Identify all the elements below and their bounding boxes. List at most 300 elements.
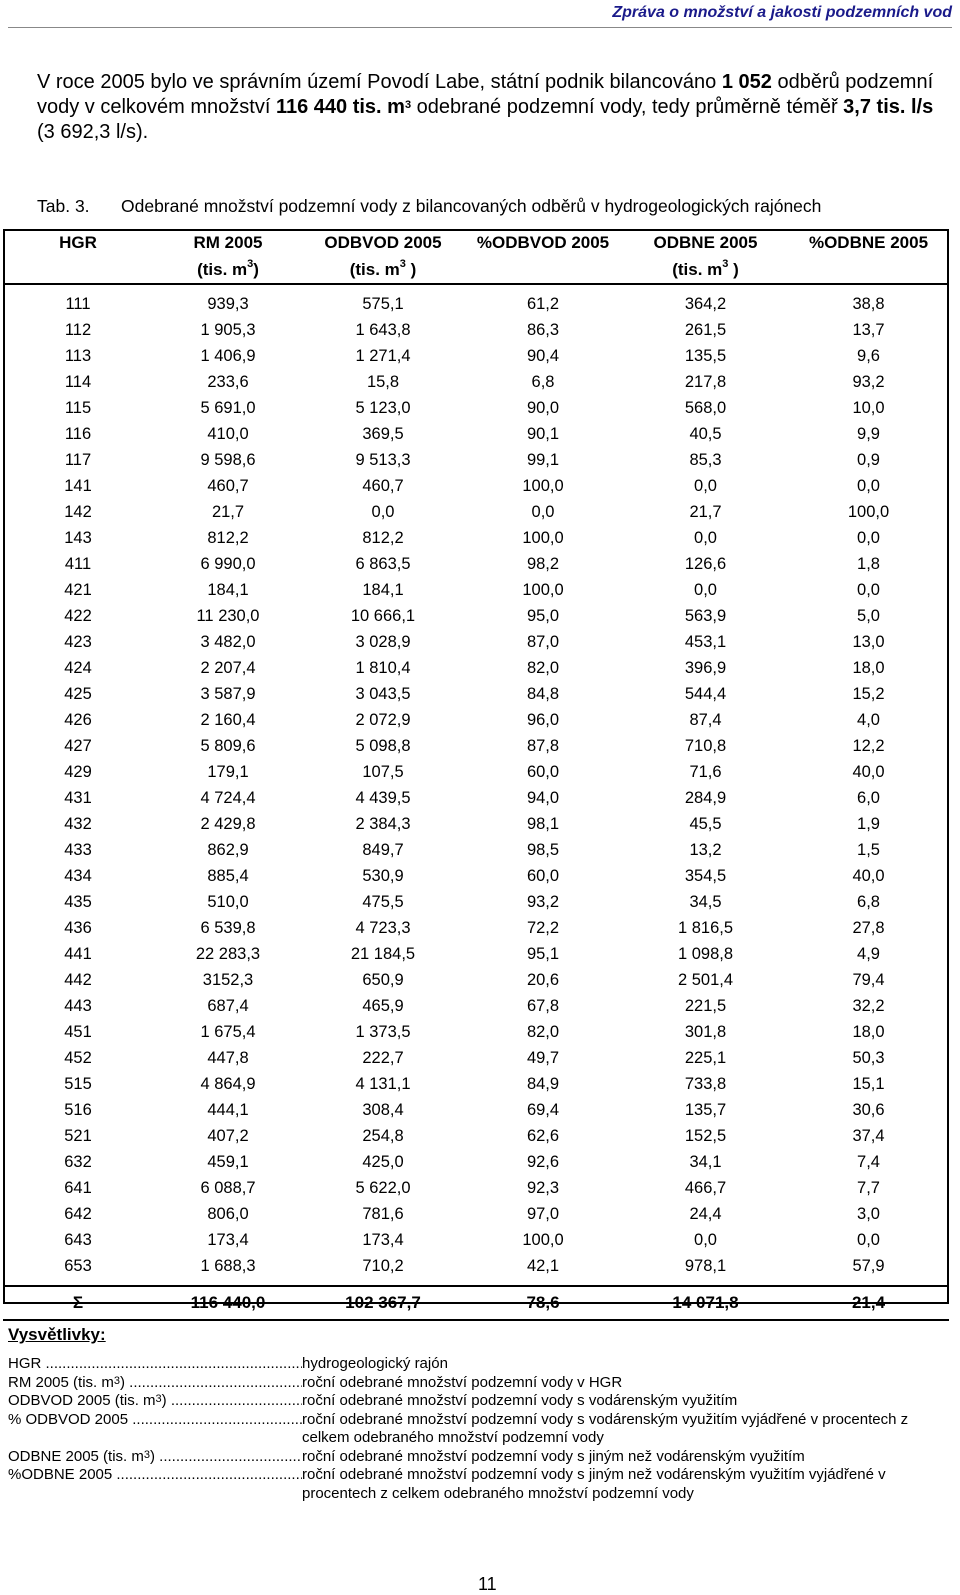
cell-pct-odbvod: 90,1 (526, 424, 560, 443)
cell-pct-odbne: 7,7 (857, 1178, 880, 1197)
cell-rm: 11 230,0 (196, 606, 260, 625)
cell-odbvod: 1 810,4 (355, 658, 411, 677)
cell-rm: 9 598,6 (200, 450, 256, 469)
cell-hgr: 117 (64, 450, 92, 469)
cell-odbne: 563,9 (684, 606, 727, 625)
table-row (3, 733, 949, 759)
cell-pct-odbvod: 87,8 (526, 736, 560, 755)
cell-pct-odbne: 38,8 (852, 294, 885, 313)
cell-rm: 407,2 (207, 1126, 249, 1145)
col-header-hgr: HGR (59, 233, 97, 252)
cell-rm: 812,2 (207, 528, 249, 547)
cell-hgr: 452 (64, 1048, 92, 1067)
cell-pct-odbne: 12,2 (852, 736, 885, 755)
cell-pct-odbne: 0,0 (857, 528, 880, 547)
cell-hgr: 441 (64, 944, 92, 963)
col-header-odbvod: ODBVOD 2005 (324, 233, 442, 252)
cell-pct-odbvod: 99,1 (526, 450, 560, 469)
cell-pct-odbvod: 93,2 (526, 892, 560, 911)
cell-odbne: 396,9 (684, 658, 727, 677)
legend-definition: roční odebrané množství podzemní vody s vodárenským využitím vyjádřené v procentech z celkem odebraného množství podzemní vody (302, 1410, 909, 1446)
cell-odbne: 34,1 (689, 1152, 722, 1171)
table-row (3, 1045, 949, 1071)
cell-pct-odbvod: 96,0 (526, 710, 560, 729)
cell-pct-odbvod: 100,0 (522, 476, 564, 495)
cell-odbne: 301,8 (684, 1022, 727, 1041)
cell-pct-odbvod: 98,1 (526, 814, 560, 833)
table-row (3, 1253, 949, 1286)
table-row (3, 993, 949, 1019)
cell-odbvod: 3 043,5 (355, 684, 411, 703)
cell-pct-odbvod: 86,3 (526, 320, 560, 339)
table-row (3, 863, 949, 889)
groundwater-table (3, 229, 949, 1321)
cell-rm: 1 688,3 (200, 1256, 256, 1275)
cell-pct-odbne: 100,0 (847, 502, 890, 521)
cell-odbvod: 5 098,8 (355, 736, 411, 755)
cell-hgr: 111 (65, 294, 91, 313)
cell-odbvod: 4 439,5 (355, 788, 411, 807)
intro-text-4: (3 692,3 l/s). (37, 121, 149, 143)
cell-odbvod: 5 123,0 (355, 398, 411, 417)
cell-rm: 459,1 (207, 1152, 249, 1171)
table-row (3, 681, 949, 707)
cell-hgr: 641 (64, 1178, 92, 1197)
table-caption-label: Tab. 3. (37, 196, 90, 216)
cell-rm: 806,0 (207, 1204, 249, 1223)
table-row (3, 577, 949, 603)
cell-odbvod: 1 373,5 (355, 1022, 411, 1041)
legend-term: % ODBVOD 2005 ..... (8, 1411, 302, 1448)
cell-hgr: 642 (64, 1204, 92, 1223)
table-row (3, 473, 949, 499)
cell-pct-odbne: 15,2 (852, 684, 885, 703)
cell-odbvod: 710,2 (362, 1256, 404, 1275)
table-row (3, 1149, 949, 1175)
table-row (3, 603, 949, 629)
cell-odbvod: 4 131,1 (355, 1074, 411, 1093)
legend-term: ODBVOD 2005 (tis. $m^3$) ..... (8, 1392, 302, 1411)
cell-hgr: 427 (64, 736, 92, 755)
col-header-pct-odbne: %ODBNE 2005 (808, 233, 929, 252)
cell-pct-odbvod: 60,0 (526, 866, 560, 885)
legend-definition: hydrogeologický rajón (302, 1355, 448, 1372)
cell-pct-odbvod: 90,0 (526, 398, 560, 417)
legend-item (8, 1355, 942, 1374)
cell-odbvod: 222,7 (362, 1048, 404, 1067)
cell-rm: 410,0 (207, 424, 249, 443)
cell-odbne: 71,6 (689, 762, 722, 781)
intro-volume (276, 96, 411, 118)
cell-pct-odbne: 15,1 (852, 1074, 885, 1093)
legend-term: ODBNE 2005 (tis. $m^3$) ..... (8, 1448, 302, 1467)
cell-odbvod: 1 271,4 (355, 346, 411, 365)
cell-hgr: 521 (64, 1126, 92, 1145)
total-pct-odbvod: 78,6 (463, 1286, 623, 1320)
cell-pct-odbne: 13,7 (852, 320, 885, 339)
table-row (3, 421, 949, 447)
cell-pct-odbvod: 92,3 (526, 1178, 560, 1197)
table-caption-text: Odebrané množství podzemní vody z bilancovaných odběrů v hydrogeologických rajónech (121, 196, 822, 216)
cell-rm: 3 482,0 (200, 632, 256, 651)
header-rule (8, 27, 952, 28)
cell-hgr: 431 (64, 788, 92, 807)
cell-pct-odbne: 27,8 (852, 918, 885, 937)
total-row (3, 1286, 949, 1320)
table-row (3, 317, 949, 343)
cell-pct-odbne: 9,6 (857, 346, 880, 365)
cell-rm: 22 283,3 (195, 944, 261, 963)
cell-odbne: 45,5 (689, 814, 722, 833)
legend-term: %ODBNE 2005 ..... (8, 1466, 302, 1503)
cell-odbvod: 475,5 (362, 892, 404, 911)
table-row (3, 707, 949, 733)
cell-pct-odbne: 30,6 (852, 1100, 885, 1119)
cell-pct-odbne: 9,9 (857, 424, 880, 443)
cell-pct-odbvod: 84,9 (526, 1074, 560, 1093)
cell-pct-odbvod: 62,6 (526, 1126, 560, 1145)
cell-odbne: 221,5 (684, 996, 727, 1015)
cell-odbvod: 107,5 (362, 762, 404, 781)
table-row (3, 629, 949, 655)
table-row (3, 967, 949, 993)
cell-odbvod: 460,7 (362, 476, 404, 495)
cell-pct-odbvod: 67,8 (526, 996, 560, 1015)
intro-count: 1 052 (721, 71, 772, 93)
cell-odbvod: 5 622,0 (355, 1178, 411, 1197)
cell-odbne: 978,1 (684, 1256, 727, 1275)
cell-rm: 5 691,0 (200, 398, 256, 417)
legend-definition: roční odebrané množství podzemní vody v HGR (302, 1373, 623, 1391)
cell-hgr: 426 (64, 710, 92, 729)
cell-pct-odbvod: 95,1 (526, 944, 560, 963)
cell-hgr: 411 (64, 554, 92, 573)
cell-rm: 179,1 (207, 762, 249, 781)
cell-pct-odbne: 1,5 (857, 840, 880, 859)
cell-odbne: 40,5 (689, 424, 722, 443)
cell-pct-odbne: 6,0 (857, 788, 880, 807)
cell-hgr: 141 (64, 476, 92, 495)
cell-odbvod: 15,8 (366, 372, 400, 391)
cell-odbvod: 21 184,5 (350, 944, 416, 963)
cell-pct-odbne: 4,0 (857, 710, 880, 729)
cell-odbvod: 0,0 (371, 502, 395, 521)
cell-rm: 184,1 (207, 580, 249, 599)
cell-pct-odbne: 57,9 (852, 1256, 885, 1275)
total-symbol: Σ (3, 1286, 153, 1320)
cell-rm: 862,9 (207, 840, 249, 859)
cell-hgr: 516 (64, 1100, 92, 1119)
cell-odbvod: 308,4 (362, 1100, 404, 1119)
cell-hgr: 113 (64, 346, 92, 365)
cell-odbvod: 812,2 (362, 528, 404, 547)
total-pct-odbne: 21,4 (788, 1286, 949, 1320)
total-odbvod: 102 367,7 (303, 1286, 463, 1320)
table-row (3, 941, 949, 967)
table-row (3, 284, 949, 317)
cell-hgr: 424 (64, 658, 92, 677)
cell-rm: 2 207,4 (200, 658, 256, 677)
cell-pct-odbvod: 95,0 (526, 606, 560, 625)
legend-definition: roční odebrané množství podzemní vody s jiným než vodárenským využitím (302, 1447, 805, 1465)
cell-rm: 6 539,8 (200, 918, 256, 937)
table-row (3, 447, 949, 473)
legend-definition: roční odebrané množství podzemní vody s jiným než vodárenským využitím vyjádřené v procentech z celkem odebraného množství podzemní vody (302, 1466, 886, 1502)
cell-pct-odbvod: 20,6 (526, 970, 560, 989)
cell-hgr: 432 (64, 814, 92, 833)
cell-hgr: 436 (64, 918, 92, 937)
cell-rm: 6 990,0 (200, 554, 256, 573)
cell-hgr: 422 (64, 606, 92, 625)
cell-odbvod: 2 384,3 (355, 814, 411, 833)
table-row (3, 499, 949, 525)
cell-rm: 21,7 (211, 502, 245, 521)
intro-text-3: odebrané podzemní vody, tedy průměrně téměř (411, 96, 844, 118)
table-row (3, 837, 949, 863)
cell-odbne: 261,5 (684, 320, 727, 339)
cell-odbne: 568,0 (684, 398, 727, 417)
cell-odbvod: 425,0 (362, 1152, 404, 1171)
cell-pct-odbvod: 82,0 (526, 1022, 560, 1041)
cell-odbne: 354,5 (684, 866, 727, 885)
cell-odbne: 1 816,5 (677, 918, 734, 937)
cell-odbne: 466,7 (684, 1178, 727, 1197)
cell-rm: 5 809,6 (200, 736, 256, 755)
col-header-rm: RM 2005 (193, 233, 263, 252)
cell-rm: 6 088,7 (200, 1178, 256, 1197)
legend-term: HGR ..... (8, 1355, 302, 1374)
unit-rm: (tis. $m^3$) (153, 257, 303, 284)
cell-hgr: 429 (64, 762, 92, 781)
cell-pct-odbvod: 87,0 (526, 632, 560, 651)
cell-rm: 4 724,4 (200, 788, 256, 807)
cell-pct-odbne: 40,0 (852, 866, 885, 885)
cell-odbvod: 849,7 (362, 840, 404, 859)
cell-rm: 1 406,9 (200, 346, 256, 365)
cell-pct-odbne: 13,0 (852, 632, 885, 651)
intro-sup: 3 (404, 99, 412, 111)
table-row (3, 1227, 949, 1253)
cell-odbne: 217,8 (684, 372, 727, 391)
cell-rm: 233,6 (207, 372, 249, 391)
cell-odbne: 21,7 (689, 502, 722, 521)
cell-odbne: 126,6 (684, 554, 727, 573)
cell-hgr: 643 (64, 1230, 92, 1249)
intro-text-2: odběrů podzemní vody v celkovém množství (37, 71, 934, 118)
cell-rm: 447,8 (207, 1048, 249, 1067)
cell-pct-odbne: 40,0 (852, 762, 885, 781)
cell-pct-odbne: 37,4 (852, 1126, 885, 1145)
legend-definition: roční odebrané množství podzemní vody s vodárenským využitím (302, 1392, 738, 1409)
cell-rm: 1 905,3 (200, 320, 256, 339)
table-row (3, 1019, 949, 1045)
cell-odbvod: 650,9 (362, 970, 404, 989)
legend (8, 1355, 942, 1503)
cell-rm: 444,1 (207, 1100, 249, 1119)
cell-hgr: 451 (64, 1022, 92, 1041)
cell-odbvod: 1 643,8 (355, 320, 411, 339)
table-row (3, 759, 949, 785)
cell-pct-odbvod: 97,0 (526, 1204, 560, 1223)
col-header-pct-odbvod: %ODBVOD 2005 (476, 233, 610, 252)
cell-pct-odbne: 18,0 (852, 1022, 885, 1041)
legend-item (8, 1374, 942, 1393)
cell-odbvod: 465,9 (362, 996, 404, 1015)
intro-rate: 3,7 tis. l/s (843, 96, 934, 118)
cell-hgr: 116 (64, 424, 92, 443)
cell-hgr: 115 (64, 398, 92, 417)
cell-pct-odbne: 4,9 (857, 944, 880, 963)
cell-odbne: 0,0 (694, 476, 717, 495)
table-row (3, 1071, 949, 1097)
cell-hgr: 442 (64, 970, 92, 989)
cell-odbne: 0,0 (694, 580, 717, 599)
cell-hgr: 142 (64, 502, 92, 521)
cell-pct-odbvod: 82,0 (526, 658, 560, 677)
cell-odbvod: 781,6 (362, 1204, 404, 1223)
cell-odbvod: 173,4 (362, 1230, 404, 1249)
cell-odbvod: 184,1 (362, 580, 404, 599)
cell-odbne: 24,4 (689, 1204, 722, 1223)
cell-pct-odbne: 18,0 (852, 658, 885, 677)
cell-odbne: 1 098,8 (677, 944, 734, 963)
cell-odbne: 544,4 (684, 684, 727, 703)
table-row (3, 343, 949, 369)
cell-odbvod: 3 028,9 (355, 632, 411, 651)
table-row (3, 811, 949, 837)
cell-rm: 2 429,8 (200, 814, 256, 833)
cell-odbvod: 369,5 (362, 424, 404, 443)
cell-odbne: 0,0 (694, 1230, 717, 1249)
cell-hgr: 515 (64, 1074, 92, 1093)
cell-odbne: 135,5 (684, 346, 727, 365)
cell-odbne: 85,3 (689, 450, 722, 469)
cell-pct-odbvod: 61,2 (526, 294, 560, 313)
cell-hgr: 435 (64, 892, 92, 911)
page-number: 11 (478, 1574, 497, 1594)
table-row (3, 889, 949, 915)
cell-odbvod: 9 513,3 (355, 450, 411, 469)
table-row (3, 1097, 949, 1123)
cell-pct-odbvod: 100,0 (522, 528, 564, 547)
legend-item (8, 1392, 942, 1411)
table-row (3, 785, 949, 811)
unit-odbvod: (tis. $m^3$ ) (303, 257, 463, 284)
cell-odbne: 87,4 (689, 710, 722, 729)
cell-rm: 4 864,9 (200, 1074, 256, 1093)
cell-pct-odbvod: 98,5 (526, 840, 560, 859)
cell-hgr: 434 (64, 866, 92, 885)
legend-title: Vysvětlivky: (8, 1325, 106, 1344)
cell-pct-odbne: 0,0 (857, 476, 880, 495)
cell-rm: 687,4 (207, 996, 249, 1015)
cell-rm: 939,3 (207, 294, 249, 313)
cell-pct-odbne: 0,0 (857, 1230, 880, 1249)
cell-hgr: 433 (64, 840, 92, 859)
cell-pct-odbne: 10,0 (852, 398, 885, 417)
running-header: Zpráva o množství a jakosti podzemních vod (612, 4, 952, 21)
cell-odbne: 225,1 (684, 1048, 727, 1067)
col-header-odbne: ODBNE 2005 (653, 233, 758, 252)
table-body (3, 284, 949, 1286)
table-row (3, 1123, 949, 1149)
cell-pct-odbne: 50,3 (852, 1048, 885, 1067)
cell-pct-odbne: 0,9 (857, 450, 880, 469)
legend-item (8, 1466, 942, 1503)
cell-pct-odbne: 5,0 (857, 606, 880, 625)
cell-pct-odbvod: 6,8 (531, 372, 555, 391)
cell-hgr: 421 (64, 580, 92, 599)
cell-odbvod: 530,9 (362, 866, 404, 885)
intro-volume-value: 116 440 tis. m (275, 96, 405, 118)
cell-hgr: 653 (64, 1256, 92, 1275)
intro-paragraph (37, 70, 937, 145)
table-row (3, 655, 949, 681)
total-rm: 116 440,0 (153, 1286, 303, 1320)
table-row (3, 525, 949, 551)
cell-rm: 2 160,4 (200, 710, 256, 729)
cell-rm: 3152,3 (202, 970, 254, 989)
cell-hgr: 443 (64, 996, 92, 1015)
cell-odbne: 364,2 (684, 294, 727, 313)
cell-pct-odbvod: 42,1 (526, 1256, 560, 1275)
cell-pct-odbvod: 92,6 (526, 1152, 560, 1171)
intro-text-1: V roce 2005 bylo ve správním území Povodí Labe, státní podnik bilancováno (37, 71, 722, 93)
cell-pct-odbne: 3,0 (857, 1204, 880, 1223)
cell-pct-odbvod: 60,0 (526, 762, 560, 781)
cell-pct-odbne: 1,9 (857, 814, 880, 833)
cell-hgr: 632 (64, 1152, 92, 1171)
cell-pct-odbne: 7,4 (857, 1152, 880, 1171)
cell-pct-odbvod: 69,4 (526, 1100, 560, 1119)
cell-pct-odbvod: 72,2 (526, 918, 560, 937)
unit-odbne: (tis. $m^3$ ) (623, 257, 788, 284)
table-row (3, 915, 949, 941)
cell-odbvod: 575,1 (362, 294, 404, 313)
cell-pct-odbvod: 90,4 (526, 346, 560, 365)
cell-rm: 885,4 (207, 866, 249, 885)
cell-pct-odbne: 6,8 (857, 892, 880, 911)
cell-pct-odbne: 93,2 (852, 372, 885, 391)
cell-rm: 460,7 (207, 476, 249, 495)
cell-pct-odbvod: 98,2 (526, 554, 560, 573)
cell-odbvod: 6 863,5 (355, 554, 411, 573)
cell-hgr: 112 (64, 320, 92, 339)
cell-hgr: 425 (64, 684, 92, 703)
cell-rm: 510,0 (207, 892, 249, 911)
cell-odbne: 135,7 (684, 1100, 727, 1119)
legend-term: RM 2005 (tis. $m^3$) ..... (8, 1374, 302, 1393)
cell-odbne: 0,0 (694, 528, 717, 547)
cell-pct-odbne: 79,4 (852, 970, 885, 989)
cell-odbne: 2 501,4 (677, 970, 734, 989)
cell-odbne: 152,5 (684, 1126, 727, 1145)
total-odbne: 14 071,8 (623, 1286, 788, 1320)
cell-odbvod: 10 666,1 (350, 606, 416, 625)
cell-odbvod: 4 723,3 (355, 918, 411, 937)
cell-odbne: 733,8 (684, 1074, 727, 1093)
cell-rm: 173,4 (207, 1230, 249, 1249)
cell-odbne: 453,1 (684, 632, 727, 651)
cell-pct-odbvod: 49,7 (526, 1048, 560, 1067)
cell-rm: 1 675,4 (200, 1022, 256, 1041)
legend-item (8, 1411, 942, 1448)
cell-odbne: 34,5 (689, 892, 722, 911)
cell-odbvod: 254,8 (362, 1126, 404, 1145)
cell-pct-odbne: 32,2 (852, 996, 885, 1015)
cell-rm: 3 587,9 (200, 684, 256, 703)
table-row (3, 1201, 949, 1227)
